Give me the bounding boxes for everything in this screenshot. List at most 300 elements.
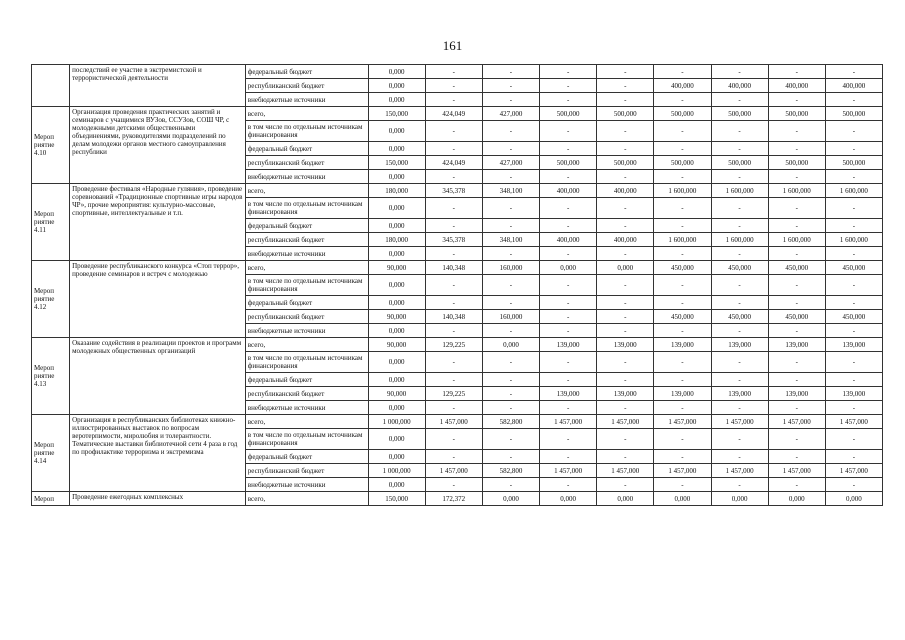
activity-id [32, 65, 70, 107]
amount-cell: - [825, 93, 882, 107]
amount-cell: 500,000 [825, 156, 882, 170]
amount-cell: - [768, 450, 825, 464]
amount-cell: - [654, 324, 711, 338]
amount-cell: 172,372 [425, 492, 482, 506]
amount-cell: 424,049 [425, 107, 482, 121]
amount-cell: 0,000 [825, 492, 882, 506]
funding-source: внебюджетные источники [245, 247, 368, 261]
amount-cell: - [654, 142, 711, 156]
amount-cell: 139,000 [597, 338, 654, 352]
amount-cell: 0,000 [711, 492, 768, 506]
amount-cell: 1 457,000 [711, 415, 768, 429]
amount-cell: - [768, 142, 825, 156]
amount-cell: 1 600,000 [825, 184, 882, 198]
amount-cell: - [711, 247, 768, 261]
amount-cell: 1 600,000 [711, 233, 768, 247]
amount-cell: 139,000 [768, 387, 825, 401]
amount-cell: - [425, 79, 482, 93]
amount-cell: - [540, 275, 597, 296]
amount-cell: 0,000 [597, 261, 654, 275]
amount-cell: 139,000 [597, 387, 654, 401]
amount-cell: 139,000 [654, 387, 711, 401]
amount-cell: - [597, 121, 654, 142]
amount-cell: 450,000 [711, 310, 768, 324]
amount-cell: 1 457,000 [825, 415, 882, 429]
amount-cell: - [540, 401, 597, 415]
amount-cell: - [482, 373, 539, 387]
amount-cell: 150,000 [368, 156, 425, 170]
amount-cell: 140,348 [425, 261, 482, 275]
amount-cell: 90,000 [368, 387, 425, 401]
amount-cell: - [482, 296, 539, 310]
amount-cell: - [711, 450, 768, 464]
funding-source: всего, [245, 107, 368, 121]
amount-cell: - [711, 352, 768, 373]
amount-cell: - [482, 198, 539, 219]
amount-cell: - [768, 170, 825, 184]
amount-cell: - [654, 170, 711, 184]
amount-cell: - [825, 65, 882, 79]
amount-cell: 139,000 [711, 338, 768, 352]
amount-cell: 0,000 [368, 352, 425, 373]
amount-cell: - [540, 324, 597, 338]
amount-cell: - [425, 450, 482, 464]
amount-cell: - [425, 198, 482, 219]
funding-source: внебюджетные источники [245, 170, 368, 184]
amount-cell: - [540, 429, 597, 450]
amount-cell: 0,000 [368, 65, 425, 79]
amount-cell: 400,000 [597, 233, 654, 247]
amount-cell: 139,000 [825, 338, 882, 352]
amount-cell: 500,000 [711, 107, 768, 121]
amount-cell: - [482, 478, 539, 492]
amount-cell: - [768, 324, 825, 338]
amount-cell: - [597, 170, 654, 184]
amount-cell: 139,000 [654, 338, 711, 352]
amount-cell: 500,000 [654, 156, 711, 170]
amount-cell: 450,000 [768, 261, 825, 275]
amount-cell: - [825, 450, 882, 464]
amount-cell: - [597, 401, 654, 415]
amount-cell: 400,000 [825, 79, 882, 93]
amount-cell: 500,000 [768, 107, 825, 121]
amount-cell: 400,000 [711, 79, 768, 93]
amount-cell: - [482, 79, 539, 93]
amount-cell: - [540, 121, 597, 142]
amount-cell: 139,000 [768, 338, 825, 352]
amount-cell: 0,000 [368, 296, 425, 310]
funding-source: федеральный бюджет [245, 296, 368, 310]
amount-cell: 450,000 [825, 261, 882, 275]
amount-cell: 0,000 [768, 492, 825, 506]
amount-cell: 0,000 [654, 492, 711, 506]
amount-cell: 450,000 [768, 310, 825, 324]
amount-cell: 150,000 [368, 492, 425, 506]
amount-cell: - [425, 324, 482, 338]
amount-cell: - [540, 93, 597, 107]
amount-cell: - [482, 65, 539, 79]
amount-cell: - [711, 296, 768, 310]
amount-cell: - [711, 275, 768, 296]
amount-cell: - [540, 65, 597, 79]
amount-cell: 348,100 [482, 233, 539, 247]
amount-cell: - [654, 429, 711, 450]
amount-cell: 0,000 [368, 401, 425, 415]
amount-cell: - [540, 170, 597, 184]
amount-cell: 139,000 [540, 387, 597, 401]
amount-cell: - [654, 401, 711, 415]
amount-cell: - [711, 373, 768, 387]
amount-cell: - [825, 429, 882, 450]
amount-cell: - [597, 247, 654, 261]
amount-cell: 180,000 [368, 184, 425, 198]
amount-cell: - [540, 247, 597, 261]
funding-source: в том числе по отдельным источникам финансирования [245, 121, 368, 142]
amount-cell: - [711, 93, 768, 107]
amount-cell: 400,000 [654, 79, 711, 93]
amount-cell: 400,000 [540, 233, 597, 247]
amount-cell: 1 457,000 [597, 415, 654, 429]
amount-cell: - [825, 296, 882, 310]
amount-cell: - [768, 275, 825, 296]
table-row [32, 261, 883, 275]
amount-cell: - [425, 275, 482, 296]
amount-cell: - [597, 65, 654, 79]
funding-source: внебюджетные источники [245, 93, 368, 107]
amount-cell: - [482, 121, 539, 142]
amount-cell: 1 457,000 [711, 464, 768, 478]
amount-cell: 427,000 [482, 156, 539, 170]
amount-cell: - [825, 275, 882, 296]
amount-cell: 1 457,000 [768, 464, 825, 478]
activity-description: Оказание содействия в реализации проектов и программ молодежных общественных организаций [70, 338, 246, 415]
activity-description: Проведение республиканского конкурса «Стоп террор», проведение семинаров и встреч с молодежью [70, 261, 246, 338]
amount-cell: 150,000 [368, 107, 425, 121]
amount-cell: - [482, 401, 539, 415]
table-row [32, 338, 883, 352]
amount-cell: 160,000 [482, 310, 539, 324]
amount-cell: - [425, 65, 482, 79]
activity-description: Проведение фестиваля «Народные гуляния», проведение соревнований «Традиционные спортивные игры народов ЧР», прочие мероприятия: культурно-массовые, спортивные, интеллектуальные и т.п. [70, 184, 246, 261]
funding-source: республиканский бюджет [245, 310, 368, 324]
amount-cell: 1 600,000 [654, 233, 711, 247]
amount-cell: - [425, 219, 482, 233]
amount-cell: - [482, 219, 539, 233]
amount-cell: - [768, 401, 825, 415]
amount-cell: 582,800 [482, 415, 539, 429]
amount-cell: 139,000 [540, 338, 597, 352]
amount-cell: - [768, 65, 825, 79]
amount-cell: 0,000 [482, 492, 539, 506]
amount-cell: - [711, 121, 768, 142]
activity-id: Мероп риятие 4.11 [32, 184, 70, 261]
funding-source: федеральный бюджет [245, 450, 368, 464]
amount-cell: 1 457,000 [768, 415, 825, 429]
amount-cell: 140,348 [425, 310, 482, 324]
amount-cell: - [825, 198, 882, 219]
budget-table [31, 64, 883, 506]
amount-cell: - [482, 450, 539, 464]
amount-cell: 0,000 [368, 247, 425, 261]
amount-cell: 500,000 [768, 156, 825, 170]
amount-cell: 0,000 [368, 79, 425, 93]
amount-cell: - [654, 198, 711, 219]
amount-cell: 129,225 [425, 387, 482, 401]
amount-cell: 0,000 [368, 429, 425, 450]
amount-cell: - [540, 478, 597, 492]
amount-cell: - [768, 121, 825, 142]
amount-cell: - [825, 324, 882, 338]
amount-cell: 90,000 [368, 261, 425, 275]
amount-cell: - [711, 65, 768, 79]
amount-cell: - [768, 247, 825, 261]
amount-cell: 0,000 [597, 492, 654, 506]
amount-cell: - [425, 478, 482, 492]
amount-cell: 1 600,000 [825, 233, 882, 247]
table-row [32, 492, 883, 506]
activity-id: Мероп риятие 4.13 [32, 338, 70, 415]
amount-cell: - [711, 478, 768, 492]
amount-cell: 1 600,000 [768, 184, 825, 198]
amount-cell: - [825, 121, 882, 142]
amount-cell: 0,000 [368, 121, 425, 142]
funding-source: республиканский бюджет [245, 387, 368, 401]
activity-id: Мероп риятие 4.14 [32, 415, 70, 492]
amount-cell: 1 000,000 [368, 415, 425, 429]
funding-source: всего, [245, 184, 368, 198]
amount-cell: - [711, 170, 768, 184]
funding-source: внебюджетные источники [245, 401, 368, 415]
amount-cell: - [597, 79, 654, 93]
table-body [32, 65, 883, 506]
amount-cell: - [425, 429, 482, 450]
amount-cell: - [768, 219, 825, 233]
amount-cell: 0,000 [368, 450, 425, 464]
amount-cell: - [597, 296, 654, 310]
amount-cell: - [654, 450, 711, 464]
amount-cell: 345,378 [425, 184, 482, 198]
amount-cell: - [540, 198, 597, 219]
amount-cell: 0,000 [368, 219, 425, 233]
amount-cell: 160,000 [482, 261, 539, 275]
funding-source: в том числе по отдельным источникам финансирования [245, 352, 368, 373]
amount-cell: - [540, 296, 597, 310]
amount-cell: - [711, 142, 768, 156]
amount-cell: - [540, 373, 597, 387]
amount-cell: - [540, 310, 597, 324]
amount-cell: - [482, 352, 539, 373]
amount-cell: - [825, 401, 882, 415]
table-row [32, 65, 883, 79]
amount-cell: - [482, 93, 539, 107]
funding-source: внебюджетные источники [245, 478, 368, 492]
amount-cell: 0,000 [368, 93, 425, 107]
amount-cell: - [711, 324, 768, 338]
amount-cell: - [597, 310, 654, 324]
amount-cell: 90,000 [368, 338, 425, 352]
amount-cell: 500,000 [597, 156, 654, 170]
amount-cell: - [825, 142, 882, 156]
amount-cell: - [597, 93, 654, 107]
funding-source: в том числе по отдельным источникам финансирования [245, 429, 368, 450]
amount-cell: 90,000 [368, 310, 425, 324]
amount-cell: - [825, 478, 882, 492]
amount-cell: - [482, 324, 539, 338]
amount-cell: 0,000 [482, 338, 539, 352]
amount-cell: 500,000 [597, 107, 654, 121]
amount-cell: - [825, 247, 882, 261]
amount-cell: 139,000 [711, 387, 768, 401]
amount-cell: - [711, 429, 768, 450]
funding-source: внебюджетные источники [245, 324, 368, 338]
amount-cell: - [654, 93, 711, 107]
amount-cell: 0,000 [368, 142, 425, 156]
activity-id: Мероп риятие 4.12 [32, 261, 70, 338]
amount-cell: - [597, 373, 654, 387]
activity-id: Мероп риятие 4.10 [32, 107, 70, 184]
amount-cell: - [597, 324, 654, 338]
amount-cell: - [540, 219, 597, 233]
amount-cell: 450,000 [711, 261, 768, 275]
amount-cell: 0,000 [368, 373, 425, 387]
amount-cell: - [482, 170, 539, 184]
amount-cell: - [425, 352, 482, 373]
amount-cell: 0,000 [368, 324, 425, 338]
activity-description: последствий ее участие в экстремистской и террористической деятельности [70, 65, 246, 107]
amount-cell: - [768, 198, 825, 219]
amount-cell: 1 600,000 [654, 184, 711, 198]
amount-cell: 0,000 [368, 198, 425, 219]
amount-cell: - [825, 352, 882, 373]
amount-cell: - [482, 429, 539, 450]
funding-source: всего, [245, 415, 368, 429]
funding-source: республиканский бюджет [245, 233, 368, 247]
funding-source: в том числе по отдельным источникам финансирования [245, 275, 368, 296]
amount-cell: - [540, 352, 597, 373]
funding-source: республиканский бюджет [245, 156, 368, 170]
amount-cell: - [540, 450, 597, 464]
amount-cell: 1 600,000 [711, 184, 768, 198]
table-row [32, 415, 883, 429]
amount-cell: - [597, 198, 654, 219]
amount-cell: 139,000 [825, 387, 882, 401]
amount-cell: 500,000 [540, 107, 597, 121]
funding-source: всего, [245, 338, 368, 352]
activity-description: Проведение ежегодных комплексных [70, 492, 246, 506]
amount-cell: - [482, 247, 539, 261]
amount-cell: 0,000 [368, 170, 425, 184]
amount-cell: 500,000 [654, 107, 711, 121]
amount-cell: 180,000 [368, 233, 425, 247]
funding-source: федеральный бюджет [245, 219, 368, 233]
amount-cell: - [597, 478, 654, 492]
amount-cell: - [654, 65, 711, 79]
activity-description: Организация проведения практических занятий и семинаров с учащимися ВУЗов, ССУЗов, СОШ ЧР, с молодежными детскими общественными объединениями, руководителями подразделений по делам молодежи органов местного самоуправления республики [70, 107, 246, 184]
table-row [32, 107, 883, 121]
amount-cell: - [825, 170, 882, 184]
amount-cell: 348,100 [482, 184, 539, 198]
amount-cell: 1 000,000 [368, 464, 425, 478]
funding-source: федеральный бюджет [245, 142, 368, 156]
funding-source: федеральный бюджет [245, 373, 368, 387]
amount-cell: - [425, 121, 482, 142]
amount-cell: 1 457,000 [597, 464, 654, 478]
amount-cell: - [482, 275, 539, 296]
page-number: 161 [442, 38, 463, 53]
amount-cell: - [425, 247, 482, 261]
amount-cell: 500,000 [825, 107, 882, 121]
amount-cell: 450,000 [825, 310, 882, 324]
amount-cell: - [425, 401, 482, 415]
amount-cell: - [597, 142, 654, 156]
amount-cell: - [425, 373, 482, 387]
amount-cell: 450,000 [654, 310, 711, 324]
amount-cell: - [654, 478, 711, 492]
amount-cell: - [425, 142, 482, 156]
amount-cell: - [654, 247, 711, 261]
amount-cell: - [597, 429, 654, 450]
amount-cell: 0,000 [540, 261, 597, 275]
amount-cell: 1 457,000 [425, 464, 482, 478]
amount-cell: 500,000 [711, 156, 768, 170]
amount-cell: - [654, 121, 711, 142]
amount-cell: - [768, 478, 825, 492]
amount-cell: 400,000 [540, 184, 597, 198]
amount-cell: - [825, 373, 882, 387]
amount-cell: - [654, 296, 711, 310]
amount-cell: 1 600,000 [768, 233, 825, 247]
amount-cell: - [597, 352, 654, 373]
amount-cell: - [425, 93, 482, 107]
amount-cell: - [711, 219, 768, 233]
amount-cell: 500,000 [540, 156, 597, 170]
amount-cell: 424,049 [425, 156, 482, 170]
amount-cell: 1 457,000 [825, 464, 882, 478]
amount-cell: 450,000 [654, 261, 711, 275]
funding-source: республиканский бюджет [245, 464, 368, 478]
amount-cell: - [654, 352, 711, 373]
activity-description: Организация в республиканских библиотеках книжно-иллюстрированных выставок по вопросам веротерпимости, миролюбия и толерантности. Тематические выставки библиотечной сети 4 раза в год по профилактике терроризма и экстремизма [70, 415, 246, 492]
amount-cell: 129,225 [425, 338, 482, 352]
amount-cell: - [597, 219, 654, 233]
amount-cell: - [597, 275, 654, 296]
amount-cell: - [711, 401, 768, 415]
amount-cell: 427,000 [482, 107, 539, 121]
amount-cell: 582,800 [482, 464, 539, 478]
amount-cell: - [482, 142, 539, 156]
amount-cell: - [597, 450, 654, 464]
amount-cell: 1 457,000 [425, 415, 482, 429]
amount-cell: 1 457,000 [654, 415, 711, 429]
amount-cell: - [654, 275, 711, 296]
amount-cell: - [482, 387, 539, 401]
funding-source: в том числе по отдельным источникам финансирования [245, 198, 368, 219]
amount-cell: - [540, 79, 597, 93]
amount-cell: 345,378 [425, 233, 482, 247]
amount-cell: - [768, 296, 825, 310]
amount-cell: - [540, 142, 597, 156]
amount-cell: - [654, 219, 711, 233]
amount-cell: - [768, 352, 825, 373]
funding-source: всего, [245, 492, 368, 506]
amount-cell: - [425, 296, 482, 310]
amount-cell: - [711, 198, 768, 219]
amount-cell: 0,000 [540, 492, 597, 506]
amount-cell: 0,000 [368, 478, 425, 492]
funding-source: федеральный бюджет [245, 65, 368, 79]
amount-cell: - [825, 219, 882, 233]
amount-cell: - [768, 373, 825, 387]
